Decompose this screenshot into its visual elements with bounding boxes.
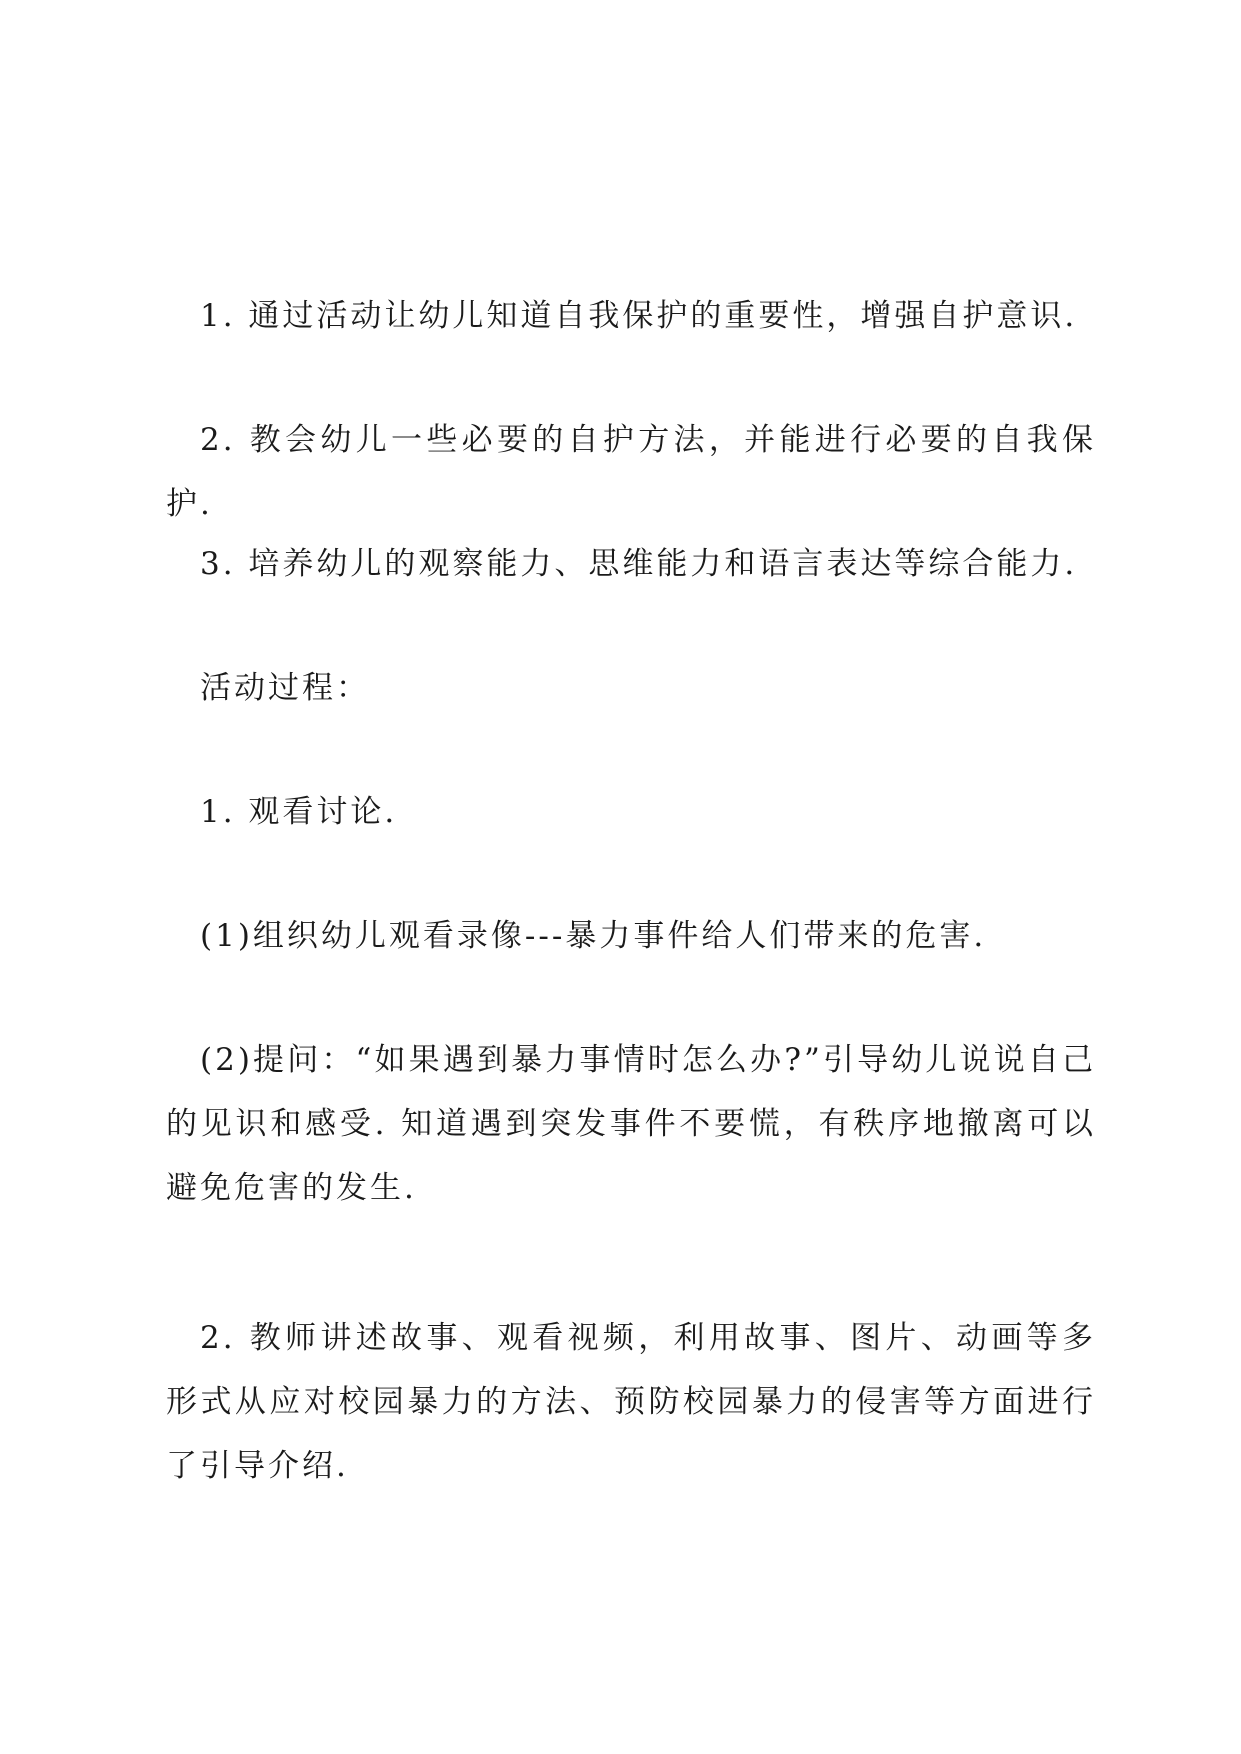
paragraph-step-1: 1. 观看讨论.	[200, 794, 398, 830]
paragraph-substep-1: (1)组织幼儿观看录像---暴力事件给人们带来的危害.	[200, 918, 987, 954]
paragraph-goal-3: 3. 培养幼儿的观察能力、思维能力和语言表达等综合能力.	[200, 546, 1078, 582]
paragraph-goal-2: 2. 教会幼儿一些必要的自护方法，并能进行必要的自我保护.	[166, 422, 1096, 522]
section-heading-activity-process: 活动过程：	[200, 670, 370, 706]
paragraph-step-2: 2. 教师讲述故事、观看视频，利用故事、图片、动画等多形式从应对校园暴力的方法、预防校园暴力的侵害等方面进行了引导介绍.	[166, 1320, 1096, 1484]
paragraph-substep-2: (2)提问：“如果遇到暴力事情时怎么办?”引导幼儿说说自己的见识和感受. 知道遇到突发事件不要慌，有秩序地撤离可以避免危害的发生.	[166, 1042, 1096, 1206]
paragraph-goal-1: 1. 通过活动让幼儿知道自我保护的重要性，增强自护意识.	[200, 298, 1078, 334]
